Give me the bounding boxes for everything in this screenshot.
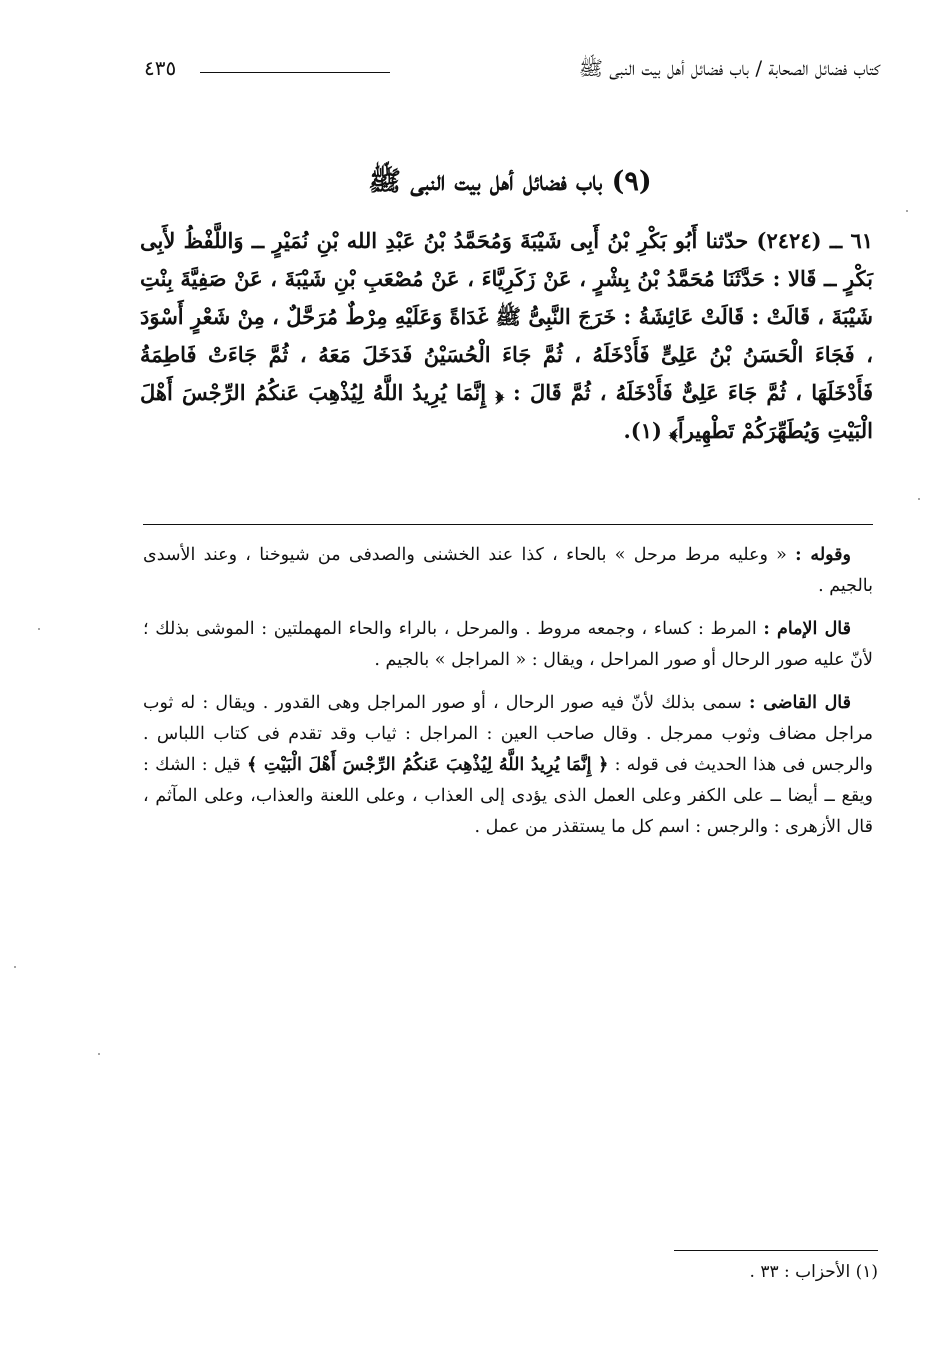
chapter-title: (٩) باب فضائل أهل بيت النبى ﷺ — [368, 166, 652, 197]
header-divider — [200, 72, 390, 73]
quran-quote: ﴿ إِنَّمَا يُرِيدُ اللَّهُ لِيُذْهِبَ عَنكُمُ الرِّجْسَ أَهْلَ الْبَيْتِ ﴾ — [246, 755, 609, 775]
commentary-paragraph — [143, 540, 873, 602]
commentary-lead: وقوله : — [795, 545, 852, 565]
scan-speck — [918, 498, 920, 500]
commentary-text: سمى بذلك لأنّ فيه صور الرحال ، أو صور المراجل وهى القدور . ويقال : له ثوب مراجل مضاف وثوب ممرجل . وقال صاحب العين : المراجل : ثياب وقد تقدم فى كتاب اللباس . والرجس فى هذا الحديث فى قوله : — [143, 693, 873, 775]
hadith-text — [140, 222, 873, 450]
hadith-body: ٦١ ــ (٢٤٢٤) حدّثنا أَبُو بَكْرِ بْنُ أَبِى شَيْبَةَ وَمُحَمَّدُ بْنُ عَبْدِ الله بْنِ نُمَيْرٍ ــ وَاللَّفْظُ لأَبِى بَكْرٍ ــ قَالا : حَدَّثَنَا مُحَمَّدُ بْنُ بِشْرٍ ، عَنْ زَكَرِيَّاءَ ، عَنْ مُصْعَبِ بْنِ شَيْبَةَ ، عَنْ صَفِيَّةَ بِنْتِ شَيْبَةَ ، قَالَتْ : قَالَتْ عَائِشَةُ : خَرَجَ النَّبِىُّ ﷺ غَدَاةً وَعَلَيْهِ مِرْطٌ مُرَحَّلٌ ، مِنْ شَعْرٍ أَسْوَدَ ، فَجَاءَ الْحَسَنُ بْنُ عَلِىٍّ فَأَدْخَلَهُ ، ثُمَّ جَاءَ الْحُسَيْنُ فَدَخَلَ مَعَهُ ، ثُمَّ جَاءَتْ فَاطِمَةُ فَأَدْخَلَهَا ، ثُمَّ جَاءَ عَلِىٌّ فَأَدْخَلَهُ ، ثُمَّ قَالَ : — [140, 228, 874, 405]
commentary-lead: قال القاضى : — [748, 693, 851, 713]
footnote-reference: (١). — [623, 418, 662, 443]
section-divider — [143, 524, 873, 525]
footnote-divider — [674, 1250, 878, 1251]
commentary — [143, 540, 873, 855]
running-header-title: كتاب فضائل الصحابة / باب فضائل أهل بيت النبى ﷺ — [578, 56, 880, 80]
page-number: ٤٣٥ — [144, 56, 177, 80]
commentary-lead: قال الإمام : — [763, 619, 851, 639]
quran-verse: ﴿ إِنَّمَا يُرِيدُ اللَّهُ لِيُذْهِبَ عَنكُمُ الرِّجْسَ أَهْلَ الْبَيْتِ وَيُطَهِّرَكُمْ تَطْهِيراً﴾ — [140, 380, 873, 443]
scan-speck — [14, 966, 16, 968]
commentary-paragraph — [143, 614, 873, 676]
commentary-text: المرط : كساء ، وجمعه مروط . والمرحل ، بالراء والحاء المهملتين : الموشى بذلك ؛ لأنّ عليه صور الرحال أو صور المراحل ، ويقال : « المراجل » بالجيم . — [143, 619, 873, 670]
footnote: (١) الأحزاب : ٣٣ . — [749, 1262, 878, 1282]
commentary-text: قيل : الشك : ويقع ــ أيضا ــ على الكفر وعلى العمل الذى يؤدى إلى العذاب ، وعلى اللعنة والعذاب، وعلى المآثم ، قال الأزهرى : والرجس : اسم كل ما يستقذر من عمل . — [143, 755, 873, 837]
scan-speck — [98, 1053, 100, 1055]
commentary-paragraph — [143, 688, 873, 843]
commentary-text: « وعليه مرط مرحل » بالحاء ، كذا عند الخشنى والصدفى من شيوخنا ، وعند الأسدى بالجيم . — [143, 545, 873, 596]
scan-speck — [906, 210, 908, 212]
scan-speck — [38, 628, 40, 630]
running-header — [140, 52, 880, 92]
